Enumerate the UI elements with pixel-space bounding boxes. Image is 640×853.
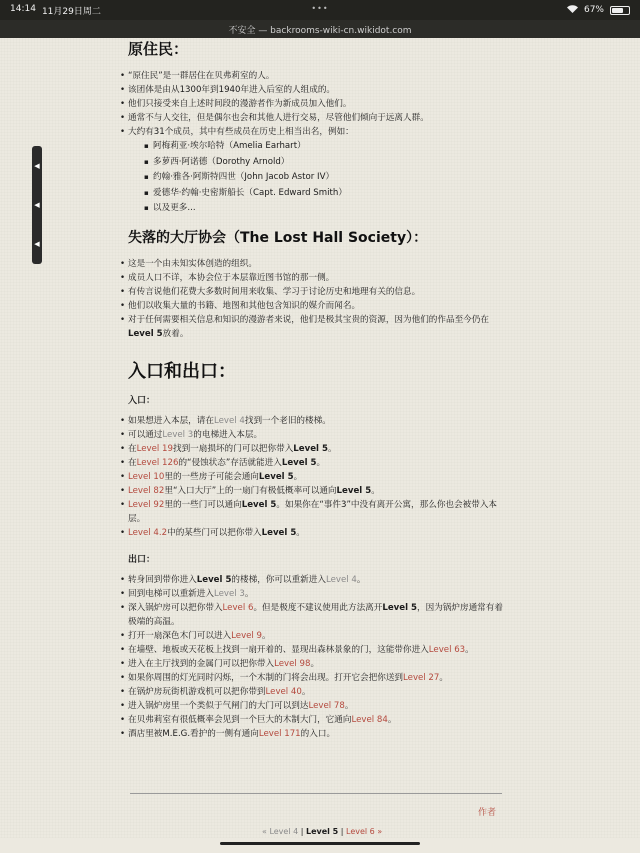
list-item: • 有传言说他们花费大多数时间用来收集、学习于讨论历史和地理有关的信息。 [100,285,508,299]
link-level-19[interactable]: Level 19 [136,443,173,454]
status-date: 11月29日周二 [41,6,101,17]
list-item: • 大约有31个成员，其中有些成员在历史上相当出名，例如： [100,125,508,139]
battery-percent: 67% [583,5,604,15]
bottom-bar [0,838,640,853]
list-item: • 他们以收集大量的书籍、地图和其他包含知识的媒介而闻名。 [100,299,508,313]
list-item: ▪ 约翰·雅各·阿斯特四世（John Jacob Astor IV） [100,170,508,186]
list-item: • 进入锅炉房里一个类似于气闸门的大门可以到达Level 78。 [100,699,508,713]
chevron-left-icon[interactable]: ◀ [34,240,40,249]
list-item: • Level 92里的一些门可以通向Level 5。如果你在“事件3”中没有离开公寓，那么你也会被带入本层。 [100,498,508,526]
section-title-entrances-exits: 入口和出口： [128,360,236,382]
list-item: ▪ 爱德华·约翰·史密斯船长（Capt. Edward Smith） [100,186,508,202]
status-bar [0,0,640,20]
link-level-92[interactable]: Level 92 [128,499,165,510]
members-list [100,139,508,217]
next-level-link[interactable]: Level 6 » [346,827,383,836]
list-item: • 在贝弗莉室有很低概率会见到一个巨大的木制大门，它通向Level 84。 [100,713,508,727]
url-text[interactable]: 不安全 — backrooms-wiki-cn.wikidot.com [228,25,412,36]
natives-list [100,69,508,139]
list-item: • 对于任何需要相关信息和知识的漫游者来说，他们是极其宝贵的资源，因为他们的作品至今仍在Level 5放着。 [100,313,508,341]
list-item: • 该团体是由从1300年到1940年进入后室的人组成的。 [100,83,508,97]
chevron-left-icon[interactable]: ◀ [34,161,40,170]
list-item: ▪ 多萝西·阿诺德（Dorothy Arnold） [100,155,508,171]
list-item: • 深入锅炉房可以把你带入Level 6。但是极度不建议使用此方法离开Level 5，因为锅炉房通常有着极端的高温。 [100,601,508,629]
list-item: ▪ 以及更多... [100,201,508,217]
entrances-list [100,414,508,540]
multitask-dots-icon[interactable]: ••• [311,4,329,13]
list-item: • 通常不与人交往，但是偶尔也会和其他人进行交易，尽管他们倾向于远离人群。 [100,111,508,125]
link-level-9[interactable]: Level 9 [231,630,263,641]
list-item: • 回到电梯可以重新进入Level 3。 [100,587,508,601]
link-level-4-2[interactable]: Level 4.2 [128,527,168,538]
link-level-63[interactable]: Level 63 [428,644,466,655]
list-item: • 如果你周围的灯光同时闪烁，一个木制的门将会出现。打开它会把你送到Level 27。 [100,671,508,685]
list-item: • Level 10里的一些房子可能会通向Level 5。 [100,470,508,484]
exits-heading: 出口： [128,554,156,565]
chevron-left-icon[interactable]: ◀ [34,200,40,209]
link-level-10[interactable]: Level 10 [128,471,165,482]
link-level-98[interactable]: Level 98 [274,658,311,669]
entrances-heading: 入口： [128,395,156,406]
url-bar[interactable] [0,20,640,38]
current-level: Level 5 [305,827,339,836]
exits-list [100,573,508,741]
list-item: • 在墙壁、地板或天花板上找到一扇开着的、显现出森林景象的门，这能带你进入Level 63。 [100,643,508,657]
list-item: • 可以通过Level 3的电梯进入本层。 [100,428,508,442]
list-item: • 如果想进入本层，请在Level 4找到一个老旧的楼梯。 [100,414,508,428]
link-level-82[interactable]: Level 82 [128,485,165,496]
list-item: • 成员人口不详，本协会位于本层靠近图书馆的那一侧。 [100,271,508,285]
wifi-icon [567,5,578,16]
list-item: • 打开一扇深色木门可以进入Level 9。 [100,629,508,643]
status-time: 14:14 [10,3,36,14]
list-item: • Level 4.2中的某些门可以把你带入Level 5。 [100,526,508,540]
section-title-lost-hall-society: 失落的大厅协会（The Lost Hall Society）： [128,229,428,246]
list-item: • 酒店里被M.E.G.看护的一侧有通向Level 171的入口。 [100,727,508,741]
prev-level-link[interactable]: « Level 4 [262,827,299,836]
list-item: • 他们只接受来自上述时间段的漫游者作为新成员加入他们。 [100,97,508,111]
link-level-3[interactable]: Level 3 [162,429,194,440]
link-level-84[interactable]: Level 84 [351,714,388,725]
list-item: • 转身回到带你进入Level 5的楼梯，你可以重新进入Level 4。 [100,573,508,587]
battery-icon [610,6,630,15]
footer-divider [130,793,502,794]
link-level-78[interactable]: Level 78 [308,700,345,711]
link-level-6[interactable]: Level 6 [222,602,254,613]
link-level-3[interactable]: Level 3 [213,588,245,599]
list-item: • 进入在主厅找到的金属门可以把你带入Level 98。 [100,657,508,671]
section-title-natives: 原住民： [128,40,189,58]
link-level-171[interactable]: Level 171 [258,728,301,739]
list-item: • 在Level 19找到一扇损坏的门可以把你带入Level 5。 [100,442,508,456]
level-pager: « Level 4 | Level 5 | Level 6 » [262,827,383,836]
list-item: ▪ 阿梅莉亚·埃尔哈特（Amelia Earhart） [100,139,508,155]
list-item: • “原住民”是一群居住在贝弗莉室的人。 [100,69,508,83]
list-item: • Level 82里“入口大厅”上的一扇门有极低概率可以通向Level 5。 [100,484,508,498]
link-level-126[interactable]: Level 126 [136,457,179,468]
society-list [100,257,508,341]
link-level-27[interactable]: Level 27 [403,672,440,683]
list-item: • 这是一个由未知实体创造的组织。 [100,257,508,271]
list-item: • 在Level 126的“侵蚀状态”存活就能进入Level 5。 [100,456,508,470]
link-level-4[interactable]: Level 4 [213,415,245,426]
author-link[interactable]: 作者 [478,808,497,818]
link-level-40[interactable]: Level 40 [265,686,302,697]
article-body [128,38,508,741]
home-indicator[interactable] [220,842,420,845]
list-item: • 在锅炉房玩街机游戏机可以把你带到Level 40。 [100,685,508,699]
link-level-4[interactable]: Level 4 [325,574,357,585]
side-drag-handle[interactable] [32,146,42,264]
